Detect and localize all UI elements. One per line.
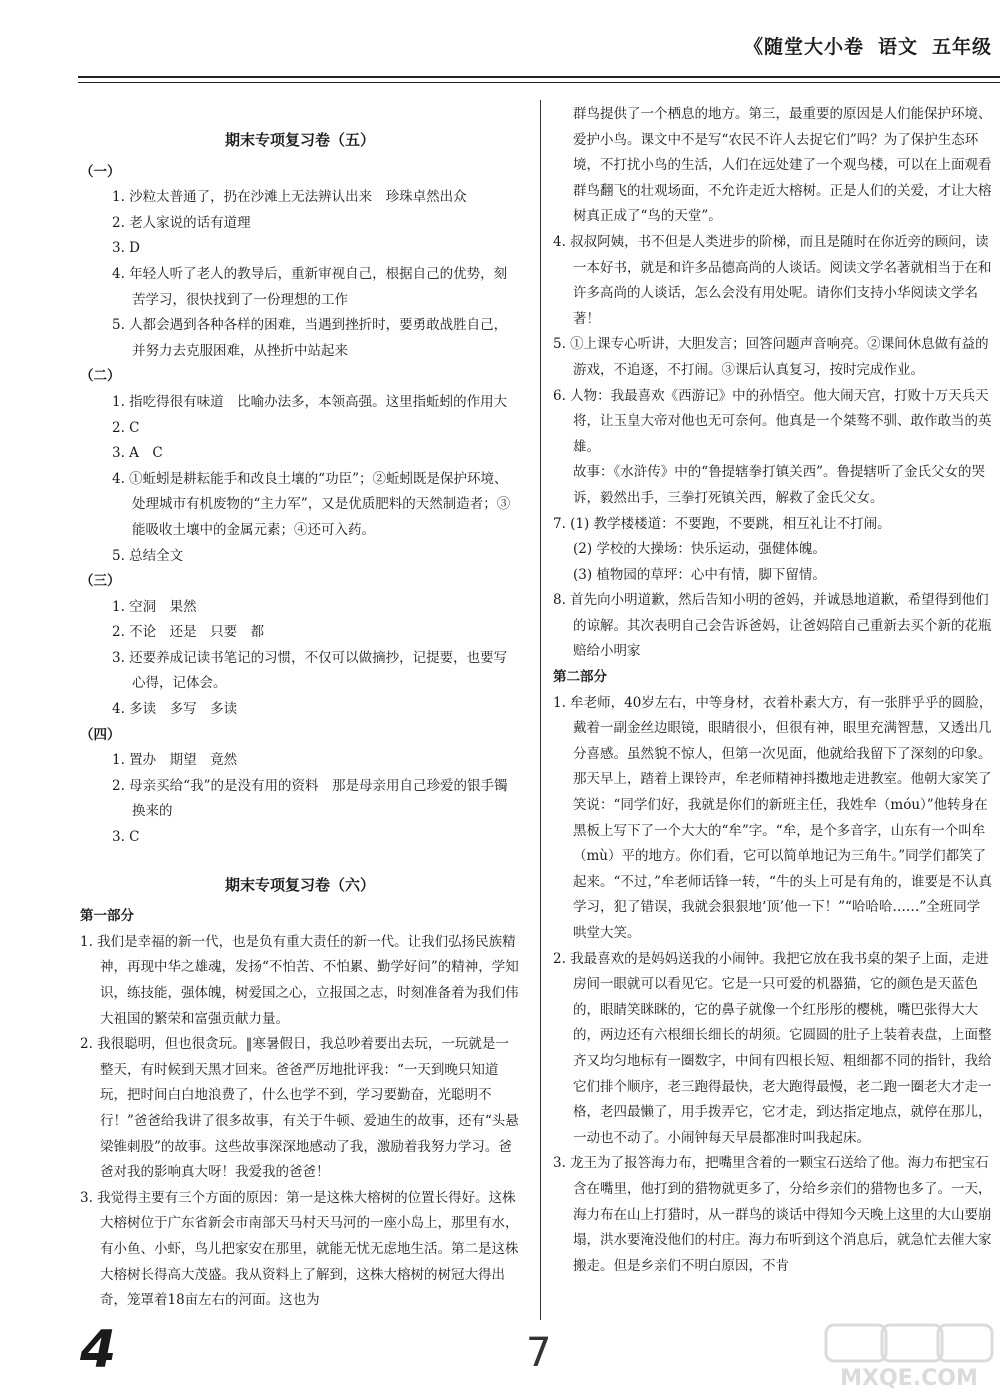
answer-item: 4. 年轻人听了老人的教导后，重新审视自己，根据自己的优势，刻苦学习，很快找到了一份理想的工作 bbox=[112, 265, 508, 308]
answer-item: 5. 总结全文 bbox=[112, 547, 184, 564]
answer-subitem: (2) 学校的大操场：快乐运动，强健体魄。 bbox=[573, 541, 826, 558]
answer-subitem: (3) 植物园的草坪：心中有情，脚下留情。 bbox=[573, 566, 826, 583]
handwritten-number: 7 bbox=[526, 1330, 552, 1376]
header-grade: 五年级 bbox=[931, 36, 992, 58]
answer-story: 故事：《水浒传》中的“鲁提辖拳打镇关西”。鲁提辖听了金氏父女的哭诉，毅然出手，三拳打死镇关西，解救了金氏父女。 bbox=[573, 464, 986, 506]
answer-item: 3. 龙王为了报答海力布，把嘴里含着的一颗宝石送给了他。海力布把宝石含在嘴里，他打到的猎物就更多了，分给乡亲们的猎物也多了。一天，海力布在山上打猎时，从一群鸟的谈话中得知今天晚上这里的大山要崩塌，洪水要淹没他们的村庄。海力布听到这个消息后，就急忙去催大家搬走。但是乡亲们不明白原因，不肯 bbox=[553, 1155, 992, 1274]
subsection-4: （四） bbox=[80, 726, 121, 743]
header-rule-thick bbox=[78, 76, 1000, 78]
answer-item: 5. 人都会遇到各种各样的困难，当遇到挫折时，要勇敢战胜自己，并努力去克服困难，从挫折中站起来 bbox=[112, 317, 508, 359]
page-number: 4 bbox=[80, 1320, 117, 1380]
header-subject: 语文 bbox=[877, 36, 918, 58]
section-title-5: 期末专项复习卷（五） bbox=[224, 131, 375, 149]
answer-item: 3. 还要养成记读书笔记的习惯，不仅可以做摘抄，记提要，也要写心得，记体会。 bbox=[112, 649, 508, 692]
header-book: 《随堂大小卷 bbox=[743, 36, 864, 58]
subsection-3: （三） bbox=[80, 573, 121, 590]
answer-item: 2. 我很聪明，但也很贪玩。‖寒暑假日，我总吵着要出去玩，一玩就是一整天，有时候到天黑才回来。爸爸严厉地批评我：“一天到晚只知道玩，把时间白白地浪费了，什么也学不到，学习要勤奋，光聪明不行！”爸爸给我讲了很多故事，有关于牛顿、爱迪生的故事，还有“头悬梁锥刺股”的故事。这些故事深深地感动了我，激励着我努力学习。爸爸对我的影响真大呀！我爱我的爸爸！ bbox=[80, 1036, 519, 1181]
answer-item: 1. 我们是幸福的新一代，也是负有重大责任的新一代。让我们弘扬民族精神，再现中华之雄魂，发扬“不怕苦、不怕累、勤学好问”的精神，学知识，练技能，强体魄，树爱国之心，立报国之志，时刻准备着为我们伟大祖国的繁荣和富强贡献力量。 bbox=[80, 933, 519, 1027]
watermark-logo bbox=[824, 1323, 994, 1393]
answer-item: 3. C bbox=[112, 829, 140, 846]
answer-item: 1. 牟老师，40岁左右，中等身材，衣着朴素大方，有一张胖乎乎的圆脸，戴着一副金丝边眼镜，眼睛很小，但很有神，眼里充满智慧，又透出几分喜感。虽然貌不惊人，但第一次见面，他就给我留下了深刻的印象。那天早上，踏着上课铃声，牟老师精神抖擞地走进教室。他朝大家笑了笑说：“同学们好，我就是你们的新班主任，我姓牟（móu）”他转身在黑板上写下了一个大大的“牟”字。“牟，是个多音字，山东有一个叫牟（mù）平的地方。你们看，它可以简单地记为三角牛。”同学们都笑了起来。“不过，”牟老师话锋一转，“牛的头上可是有角的，谁要是不认真学习，犯了错误，我就会狠狠地‘顶’他一下！”“哈哈哈……”全班同学哄堂大笑。 bbox=[553, 694, 993, 941]
answer-item: 6. 人物：我最喜欢《西游记》中的孙悟空。他大闹天宫，打败十万天兵天将，让玉皇大帝对他也无可奈何。他真是一个桀骜不驯、敢作敢当的英雄。 bbox=[553, 387, 992, 455]
answer-item: 8. 首先向小明道歉，然后告知小明的爸妈，并诚恳地道歉，希望得到他们的谅解。其次表明自己会告诉爸妈，让爸妈陪自己重新去买个新的花瓶赔给小明家 bbox=[553, 592, 992, 660]
answer-item: 1. 置办 期望 竟然 bbox=[112, 752, 238, 769]
answer-continuation: 群鸟提供了一个栖息的地方。第三，最重要的原因是人们能保护环境、爱护小鸟。课文中不是写“农民不许人去捉它们”吗？为了保护生态环境，不打扰小鸟的生活，人们在远处建了一个观鸟楼，可以在上面观看群鸟翻飞的壮观场面，不允许走近大榕树。正是人们的关爱，才让大榕树真正成了“鸟的天堂”。 bbox=[573, 106, 992, 225]
answer-item: 3. 我觉得主要有三个方面的原因：第一是这株大榕树的位置长得好。这株大榕树位于广东省新会市南部天马村天马河的一座小岛上，那里有水，有小鱼、小虾，鸟儿把家安在那里，就能无忧无虑地生活。第二是这株大榕树长得高大茂盛。我从资料上了解到，这株大榕树的树冠大得出奇，笼罩着18亩左右的河面。这也为 bbox=[80, 1189, 519, 1309]
part-2-heading: 第二部分 bbox=[553, 669, 607, 686]
part-1-heading: 第一部分 bbox=[80, 908, 134, 925]
column-divider bbox=[540, 100, 541, 1320]
answer-item: 2. 母亲买给“我”的是没有用的资料 那是母亲用自己珍爱的银手镯换来的 bbox=[112, 777, 508, 820]
answer-item: 3. D bbox=[112, 240, 140, 257]
answer-item: 4. ①蚯蚓是耕耘能手和改良土壤的“功臣”；②蚯蚓既是保护环境、处理城市有机废物的“主力军”，又是优质肥料的天然制造者；③能吸收土壤中的金属元素；④还可入药。 bbox=[112, 470, 511, 538]
left-column bbox=[80, 108, 520, 1314]
answer-item: 3. A C bbox=[112, 445, 163, 462]
answer-item: 2. C bbox=[112, 419, 140, 436]
svg-text:MXQE.COM: MXQE.COM bbox=[840, 1366, 978, 1391]
answer-item: 4. 多读 多写 多读 bbox=[112, 701, 238, 718]
subsection-2: （二） bbox=[80, 368, 121, 385]
answer-item: 1. 空洞 果然 bbox=[112, 598, 197, 615]
answer-item: 1. 指吃得很有味道 比喻办法多，本领高强。这里指蚯蚓的作用大 bbox=[112, 393, 508, 410]
subsection-1: （一） bbox=[80, 163, 121, 180]
page-header bbox=[0, 28, 1000, 68]
header-rule-thin bbox=[78, 82, 1000, 83]
answer-item: 2. 老人家说的话有道理 bbox=[112, 214, 251, 231]
answer-item: 2. 我最喜欢的是妈妈送我的小闹钟。我把它放在我书桌的架子上面，走进房间一眼就可以看见它。它是一只可爱的机器猫，它的颜色是天蓝色的，眼睛笑眯眯的，它的鼻子就像一个红彤彤的樱桃，嘴巴张得大大的，两边还有六根细长细长的胡须。它圆圆的肚子上装着表盘，上面整齐又均匀地标有一圈数字，中间有四根长短、粗细都不同的指针，我给它们排个顺序，老三跑得最快，老大跑得最慢，老二跑一圈老大才走一格，老四最懒了，用手拨弄它，它才走，到达指定地点，就停在那儿，一动也不动了。小闹钟每天早晨都准时叫我起床。 bbox=[553, 950, 992, 1146]
answer-item: 2. 不论 还是 只要 都 bbox=[112, 624, 265, 641]
answer-item: 5. ①上课专心听讲，大胆发言；回答问题声音响亮。②课间休息做有益的游戏，不追逐，不打闹。③课后认真复习，按时完成作业。 bbox=[553, 336, 989, 378]
right-column bbox=[553, 102, 993, 1279]
answer-item: 1. 沙粒太普通了，扔在沙滩上无法辨认出来 珍珠卓然出众 bbox=[112, 189, 467, 206]
header-title bbox=[744, 32, 992, 59]
answer-item: 7. (1) 教学楼楼道：不要跑，不要跳，相互礼让不打闹。 bbox=[553, 515, 891, 532]
answer-item: 4. 叔叔阿姨，书不但是人类进步的阶梯，而且是随时在你近旁的顾问，读一本好书，就是和许多品德高尚的人谈话。阅读文学名著就相当于在和许多高尚的人谈话，怎么会没有用处呢。请你们支持小华阅读文学名著！ bbox=[553, 233, 992, 327]
section-title-6: 期末专项复习卷（六） bbox=[224, 875, 375, 894]
